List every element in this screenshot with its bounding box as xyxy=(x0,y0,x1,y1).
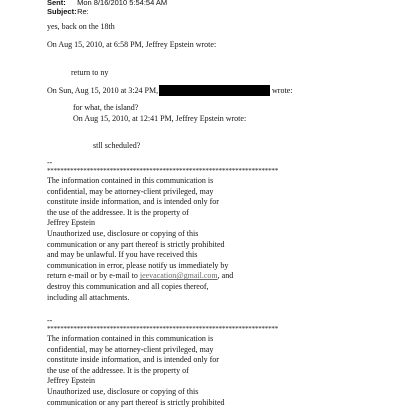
disclaimer-line: communication in error, please notify us immediately by xyxy=(47,260,229,270)
disclaimer-block-2 xyxy=(47,334,225,408)
disclaimer-line: The information contained in this communication is xyxy=(47,334,214,343)
disclaimer-return-line xyxy=(47,271,233,282)
disclaimer-line: constitute inside information, and is intended only for xyxy=(47,197,219,207)
sent-label: Sent: xyxy=(47,0,66,7)
reply-1: yes, back on the 18th xyxy=(47,22,115,31)
disclaimer-line: confidential, may be attorney-client privileged, may xyxy=(47,186,214,196)
email-link[interactable]: jeevacation@gmail.com xyxy=(139,271,218,281)
redaction-box xyxy=(159,85,270,96)
disclaimer-block xyxy=(47,176,233,303)
sent-row xyxy=(47,0,167,7)
disclaimer-line: the use of the addressee. It is the property of xyxy=(47,207,189,217)
reply-2: return to ny xyxy=(71,68,109,77)
return-suffix: , and xyxy=(217,271,234,281)
disclaimer-line: and may be unlawful. If you have received this xyxy=(47,250,198,260)
disclaimer-line: the use of the addressee. It is the property of xyxy=(47,365,189,375)
disclaimer-line: communication or any part thereof is strictly prohibited xyxy=(47,397,225,407)
disclaimer-line: constitute inside information, and is intended only for xyxy=(47,355,219,365)
quote-header-2-prefix: On Sun, Aug 15, 2010 at 3:24 PM, xyxy=(47,86,159,95)
disclaimer-line: destroy this communication and all copies thereof, xyxy=(47,281,209,291)
sent-value: Mon 8/16/2010 5:54:54 AM xyxy=(77,0,168,7)
disclaimer-line: Unauthorized use, disclosure or copying of this xyxy=(47,228,199,238)
disclaimer-line: communication or any part thereof is strictly prohibited xyxy=(47,239,225,249)
quote-header-3: On Aug 15, 2010, at 12:41 PM, Jeffrey Epstein wrote: xyxy=(73,114,247,123)
subject-row xyxy=(47,7,89,16)
disclaimer-line: The information contained in this communication is xyxy=(47,176,214,185)
asterisk-rule-2: ********************************************************************** xyxy=(47,325,279,333)
disclaimer-line: confidential, may be attorney-client privileged, may xyxy=(47,344,214,354)
signature-dashes-2: -- xyxy=(47,316,53,325)
asterisk-rule: ********************************************************************** xyxy=(47,167,279,175)
disclaimer-line: Jeffrey Epstein xyxy=(47,218,96,228)
reply-3: for what, the island? xyxy=(73,103,139,112)
quote-header-2-suffix: wrote: xyxy=(272,86,293,95)
return-prefix: return e-mail or by e-mail to xyxy=(47,271,138,281)
signature-dashes: -- xyxy=(47,158,53,167)
quote-header-1: On Aug 15, 2010, at 6:58 PM, Jeffrey Epstein wrote: xyxy=(47,40,217,49)
reply-4: stll scheduled? xyxy=(93,141,141,150)
disclaimer-line: including all attachments. xyxy=(47,292,130,302)
subject-label: Subject: xyxy=(47,7,77,16)
disclaimer-line: Jeffrey Epstein xyxy=(47,376,96,386)
subject-value: Re: xyxy=(77,7,89,16)
disclaimer-line: Unauthorized use, disclosure or copying of this xyxy=(47,386,199,396)
